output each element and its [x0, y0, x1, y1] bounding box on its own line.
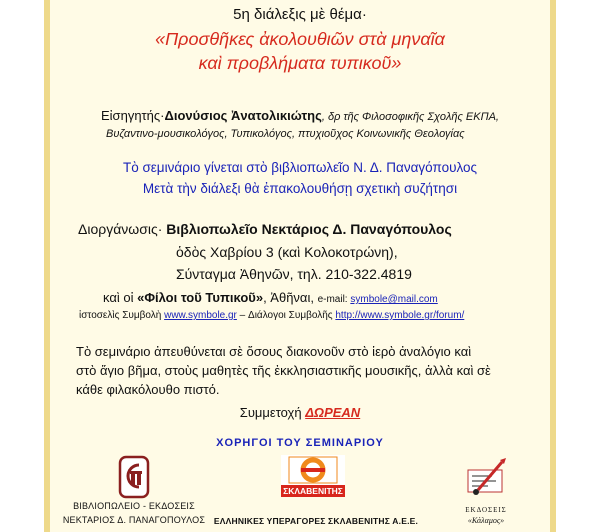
friends-name: «Φίλοι τοῦ Τυπικοῦ» [137, 290, 264, 305]
address-line2: Σύνταγμα Ἀθηνῶν, τηλ. 210-322.4819 [176, 266, 412, 282]
speaker-line [101, 108, 499, 123]
participation-label: Συμμετοχή [239, 405, 306, 420]
audience-line1: Τὸ σεμινάριο ἀπευθύνεται σὲ ὅσους διακονοῦν στὸ ἱερὸ ἀναλόγιο καὶ [76, 344, 472, 359]
lecture-title-line1: «Προσθῆκες ἀκολουθιῶν στὰ μηναῖα [155, 29, 445, 49]
sponsor2-caption: ΕΛΛΗΝΙΚΕΣ ΥΠΕΡΑΓΟΡΕΣ ΣΚΛΑΒΕΝΙΤΗΣ Α.Ε.Ε. [213, 516, 419, 526]
speaker-credentials-2: Βυζαντινο-μουσικολόγος, Τυπικολόγος, πτυχιοῦχος Κοινωνικῆς Θεολογίας [106, 128, 465, 140]
venue-line1: Τὸ σεμινάριο γίνεται στὸ βιβλιοπωλεῖο Ν. Δ. Παναγόπουλος [122, 160, 478, 175]
organizers-line [78, 221, 452, 237]
email-label: e-mail: [317, 294, 351, 305]
speaker-credentials-1: , δρ τῆς Φιλοσοφικῆς Σχολῆς ΕΚΠΑ, [321, 111, 499, 123]
participation-value: ΔΩΡΕΑΝ [305, 405, 361, 420]
venue-line2: Μετὰ τὴν διάλεξι θὰ ἐπακολουθήσῃ σχετικὴ συζήτησι [142, 181, 458, 196]
organizers-prefix: Διοργάνωσις· [78, 221, 163, 237]
audience-line3: κάθε φιλακόλουθο πιστό. [76, 382, 220, 397]
dialogues-label: – Διάλογοι Συμβολῆς [236, 310, 336, 321]
audience-paragraph [76, 342, 543, 399]
sklavenitis-logo-text: ΣΚΛΑΒΕΝΙΤΗΣ [281, 485, 345, 497]
website-label: ἱστοσελὶς Συμβολὴ [79, 310, 165, 321]
sponsor3-line2: «Κάλαμος» [467, 516, 505, 525]
kalamos-logo-icon [464, 456, 510, 502]
audience-line2: στὸ ἅγιο βῆμα, στοὺς μαθητὲς τῆς ἐκκλησιαστικῆς μουσικῆς, ἀλλὰ καὶ σὲ [76, 363, 491, 378]
friends-prefix: καὶ οἱ [103, 290, 138, 305]
lecture-number: 5η διάλεξις μὲ θέμα· [233, 6, 367, 23]
address-line1: ὁδὸς Χαβρίου 3 (καὶ Κολοκοτρώνη), [176, 244, 398, 260]
sponsors-heading: ΧΟΡΗΓΟΙ ΤΟΥ ΣΕΜΙΝΑΡΙΟΥ [216, 437, 384, 449]
panagopoulos-logo-icon [116, 455, 152, 499]
participation-line [0, 405, 600, 420]
lecture-title-line2: καὶ προβλήματα τυπικοῦ» [198, 53, 402, 73]
sponsor1-line1: ΒΙΒΛΙΟΠΩΛΕΙΟ - ΕΚΔΟΣΕΙΣ [73, 501, 195, 511]
sponsor1-line2: ΝΕΚΤΑΡΙΟΣ Δ. ΠΑΝΑΓΟΠΟΥΛΟΣ [62, 515, 206, 525]
sponsor3-line1: ΕΚΔΟΣΕΙΣ [465, 506, 507, 514]
website-link[interactable]: www.symbole.gr [164, 310, 237, 321]
speaker-prefix: Εἰσηγητής· [101, 108, 165, 123]
websites-line [79, 310, 464, 321]
forum-link[interactable]: http://www.symbole.gr/forum/ [335, 310, 465, 321]
email-link[interactable]: symbole@mail.com [350, 294, 438, 305]
friends-suffix: , Ἀθῆναι, [263, 290, 318, 305]
speaker-name: Διονύσιος Ἀνατολικιώτης [164, 108, 322, 123]
friends-line [103, 290, 438, 305]
organizers-bookstore: Βιβλιοπωλεῖο Νεκτάριος Δ. Παναγόπουλος [166, 221, 452, 237]
